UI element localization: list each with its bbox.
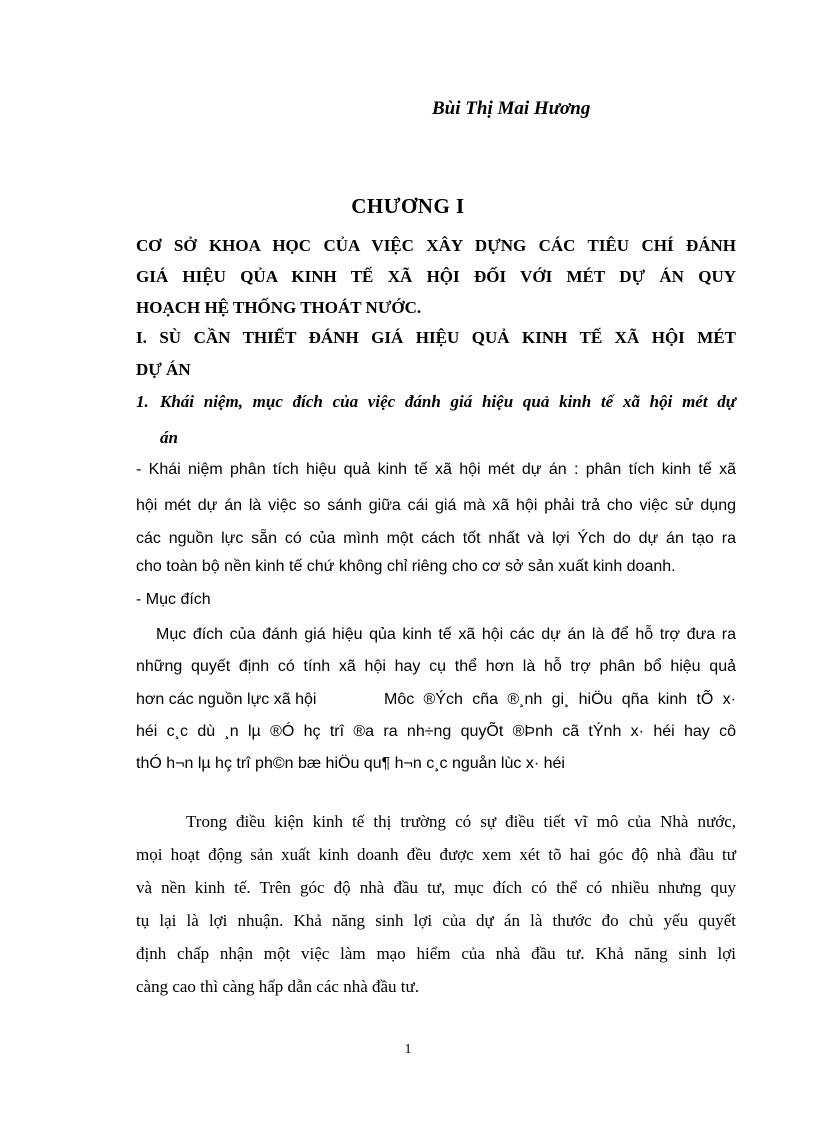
paragraph-line: hơn các nguồn lực xã hội <box>136 691 317 708</box>
page-number: 1 <box>404 1042 412 1057</box>
paragraph-line: Mục đích của đánh giá hiệu qủa kinh tế xã hội các dự án là để hỗ trợ đưa ra <box>156 626 736 643</box>
paragraph-line: các nguồn lực sẵn có của mình một cách tốt nhất và lợi Ých do dự án tạo ra <box>136 530 736 547</box>
paragraph-line: tụ lại là lợi nhuận. Khả năng sinh lợi của dự án là thước đo chủ yếu quyết <box>136 911 736 930</box>
chapter-subtitle-line: CƠ SỞ KHOA HỌC CỦA VIỆC XÂY DỰNG CÁC TIÊU CHÍ ĐÁNH <box>136 236 736 255</box>
section-heading-line: DỰ ÁN <box>136 360 191 379</box>
paragraph-line: càng cao thì càng hấp dẫn các nhà đầu tư. <box>136 977 419 996</box>
paragraph-line: thÓ h¬n lµ hç trî ph©n bæ hiÖu qu¶ h¬n c¸c nguån lùc x· héi <box>136 755 565 772</box>
subsection-number: 1. <box>136 392 149 411</box>
paragraph-line: Trong điều kiện kinh tế thị trường có sự điều tiết vĩ mô của Nhà nước, <box>186 812 736 831</box>
chapter-subtitle-line: GIÁ HIỆU QỦA KINH TẾ XÃ HỘI ĐỐI VỚI MÉT DỰ ÁN QUY <box>136 267 736 286</box>
paragraph-line: cho toàn bộ nền kinh tế chứ không chỉ riêng cho cơ sở sản xuất kinh doanh. <box>136 558 676 575</box>
section-heading-line: I. SÙ CẦN THIẾT ĐÁNH GIÁ HIỆU QUẢ KINH TẾ XÃ HỘI MÉT <box>136 328 736 347</box>
purpose-label: - Mục đích <box>136 591 211 608</box>
chapter-subtitle-line: HOẠCH HỆ THỐNG THOÁT NƯỚC. <box>136 298 422 317</box>
subsection-heading-line: án <box>160 428 178 447</box>
author-name: Bùi Thị Mai Hương <box>432 98 591 119</box>
chapter-title: CHƯƠNG I <box>351 194 465 218</box>
paragraph-line: và nền kinh tế. Trên góc độ nhà đầu tư, mục đích có thể có nhiều nhưng quy <box>136 878 736 897</box>
subsection-heading-line: Khái niệm, mục đích của việc đánh giá hiệu quả kinh tế xã hội mét dự <box>160 392 736 411</box>
paragraph-line: định chấp nhận một việc làm mạo hiểm của nhà đầu tư. Khả năng sinh lợi <box>136 944 736 963</box>
paragraph-line: mọi hoạt động sản xuất kinh doanh đều được xem xét tõ hai góc độ nhà đầu tư <box>136 845 736 864</box>
paragraph-line: những quyết định có tính xã hội hay cụ thể hơn là hỗ trợ phân bổ hiệu quả <box>136 658 736 675</box>
paragraph-line: héi c¸c dù ¸n lµ ®Ó hç trî ®a ra nh÷ng quyÕt ®Þnh cã tÝnh x· héi hay cô <box>136 723 736 740</box>
paragraph-line: Môc ®Ých cña ®¸nh gi¸ hiÖu qña kinh tÕ x· <box>384 691 736 708</box>
paragraph-line: hội mét dự án là việc so sánh giữa cái giá mà xã hội phải trả cho việc sử dụng <box>136 497 736 514</box>
paragraph-line: - Khái niệm phân tích hiệu quả kinh tế xã hội mét dự án : phân tích kinh tế xã <box>136 461 736 478</box>
